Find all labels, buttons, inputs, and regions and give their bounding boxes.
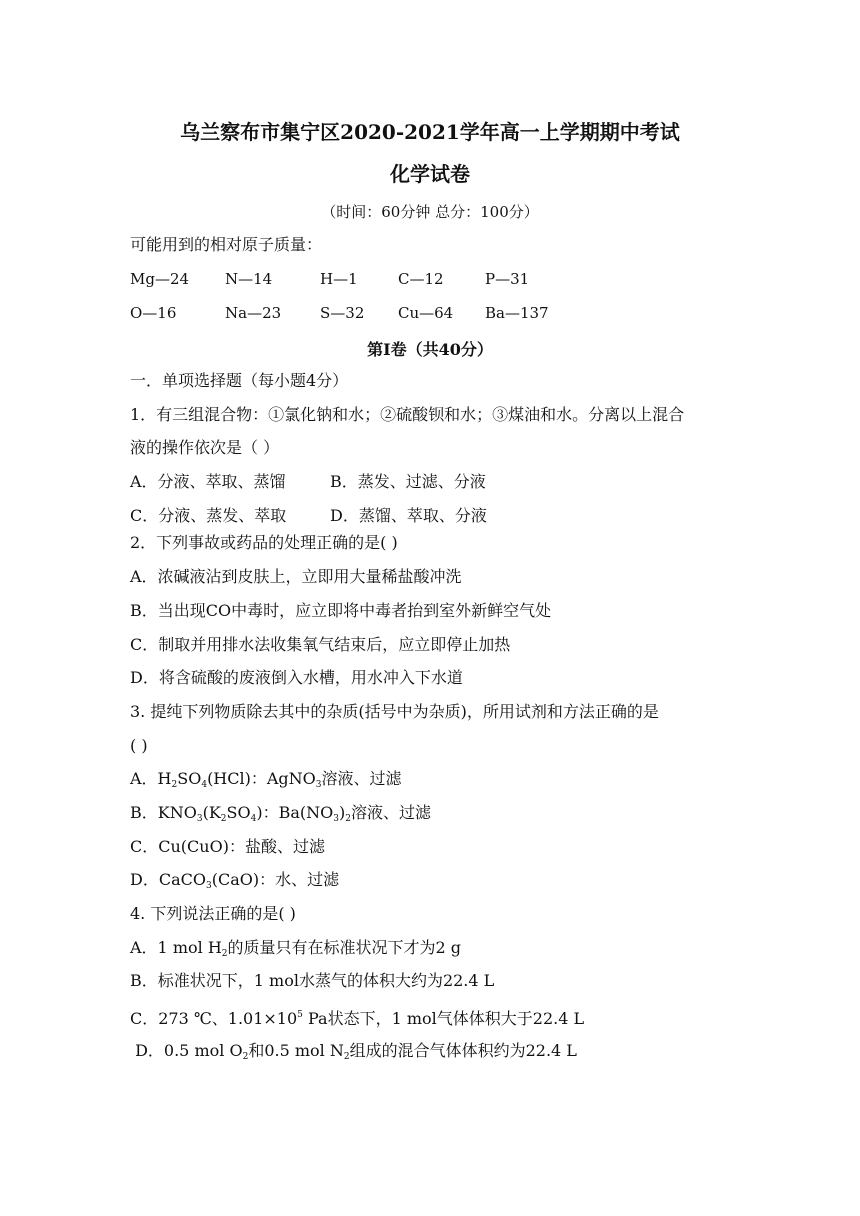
exam-info: （时间：60分钟 总分：100分） xyxy=(321,203,539,221)
question-2-option-a: A．浓碱液沾到皮肤上，立即用大量稀盐酸冲洗 xyxy=(130,567,462,586)
atomic-mass-item: S—32 xyxy=(320,304,365,322)
atomic-mass-item: Cu—64 xyxy=(398,304,454,322)
atomic-mass-item: P—31 xyxy=(485,270,530,288)
atomic-mass-item: O—16 xyxy=(130,304,177,322)
question-4-option-a: A．1 mol $H_2$的质量只有在标准状况下才为2 g xyxy=(130,938,462,959)
section-heading: 一．单项选择题（每小题4分） xyxy=(130,371,349,390)
question-4-option-d: D．0.5 mol $O_2$和0.5 mol $N_2$组成的混合气体体积约为22.4 L xyxy=(130,1041,577,1062)
exam-subtitle: 化学试卷 xyxy=(390,162,470,186)
atomic-mass-item: Na—23 xyxy=(225,304,282,322)
section-title: 第Ⅰ卷（共40分） xyxy=(367,340,493,359)
question-2-option-b: B．当出现CO中毒时，应立即将中毒者抬到室外新鲜空气处 xyxy=(130,601,552,620)
question-1-option-d: D．蒸馏、萃取、分液 xyxy=(330,506,487,525)
atomic-mass-item: Ba—137 xyxy=(485,304,549,322)
question-4-stem: 4. 下列说法正确的是( ) xyxy=(130,904,296,923)
question-1-option-a: A．分液、萃取、蒸馏 xyxy=(130,472,286,491)
atomic-mass-item: Mg—24 xyxy=(130,270,190,288)
question-1-option-b: B．蒸发、过滤、分液 xyxy=(330,472,486,491)
question-2-stem: 2．下列事故或药品的处理正确的是( ) xyxy=(130,533,398,552)
question-3-option-a: A．$H_2SO_4(HCl)$：AgNO$_3$溶液、过滤 xyxy=(130,769,402,790)
question-1-stem-line-2: 液的操作依次是（ ） xyxy=(130,438,280,457)
atomic-mass-item: H—1 xyxy=(320,270,358,288)
question-4-option-b: B．标准状况下，1 mol水蒸气的体积大约为22.4 L xyxy=(130,971,495,990)
question-3-stem-line-1: 3. 提纯下列物质除去其中的杂质(括号中为杂质)，所用试剂和方法正确的是 xyxy=(130,702,659,721)
question-3-option-b: B．$KNO_3(K_2SO_4)$：$Ba(NO_3)_2$溶液、过滤 xyxy=(130,803,431,824)
question-4-option-c: C．273 ℃、$1.01\times 10^5$ Pa状态下，1 mol气体体积大于22.4 L xyxy=(130,1009,585,1028)
question-3-option-c: C．Cu(CuO)：盐酸、过滤 xyxy=(130,837,325,856)
exam-title: 乌兰察布市集宁区2020-2021学年高一上学期期中考试 xyxy=(180,120,680,144)
question-1-stem-line-1: 1．有三组混合物：①氯化钠和水；②硫酸钡和水；③煤油和水。分离以上混合 xyxy=(130,405,685,424)
atomic-mass-item: N—14 xyxy=(225,270,273,288)
question-3-stem-line-2: ( ) xyxy=(130,736,148,755)
atomic-mass-label: 可能用到的相对原子质量： xyxy=(130,235,323,254)
question-3-option-d: D．CaCO$_3$(CaO)：水、过滤 xyxy=(130,870,340,891)
atomic-mass-item: C—12 xyxy=(398,270,444,288)
question-2-option-d: D．将含硫酸的废液倒入水槽，用水冲入下水道 xyxy=(130,668,463,687)
question-1-option-c: C．分液、蒸发、萃取 xyxy=(130,506,287,525)
question-2-option-c: C．制取并用排水法收集氧气结束后，应立即停止加热 xyxy=(130,635,511,654)
